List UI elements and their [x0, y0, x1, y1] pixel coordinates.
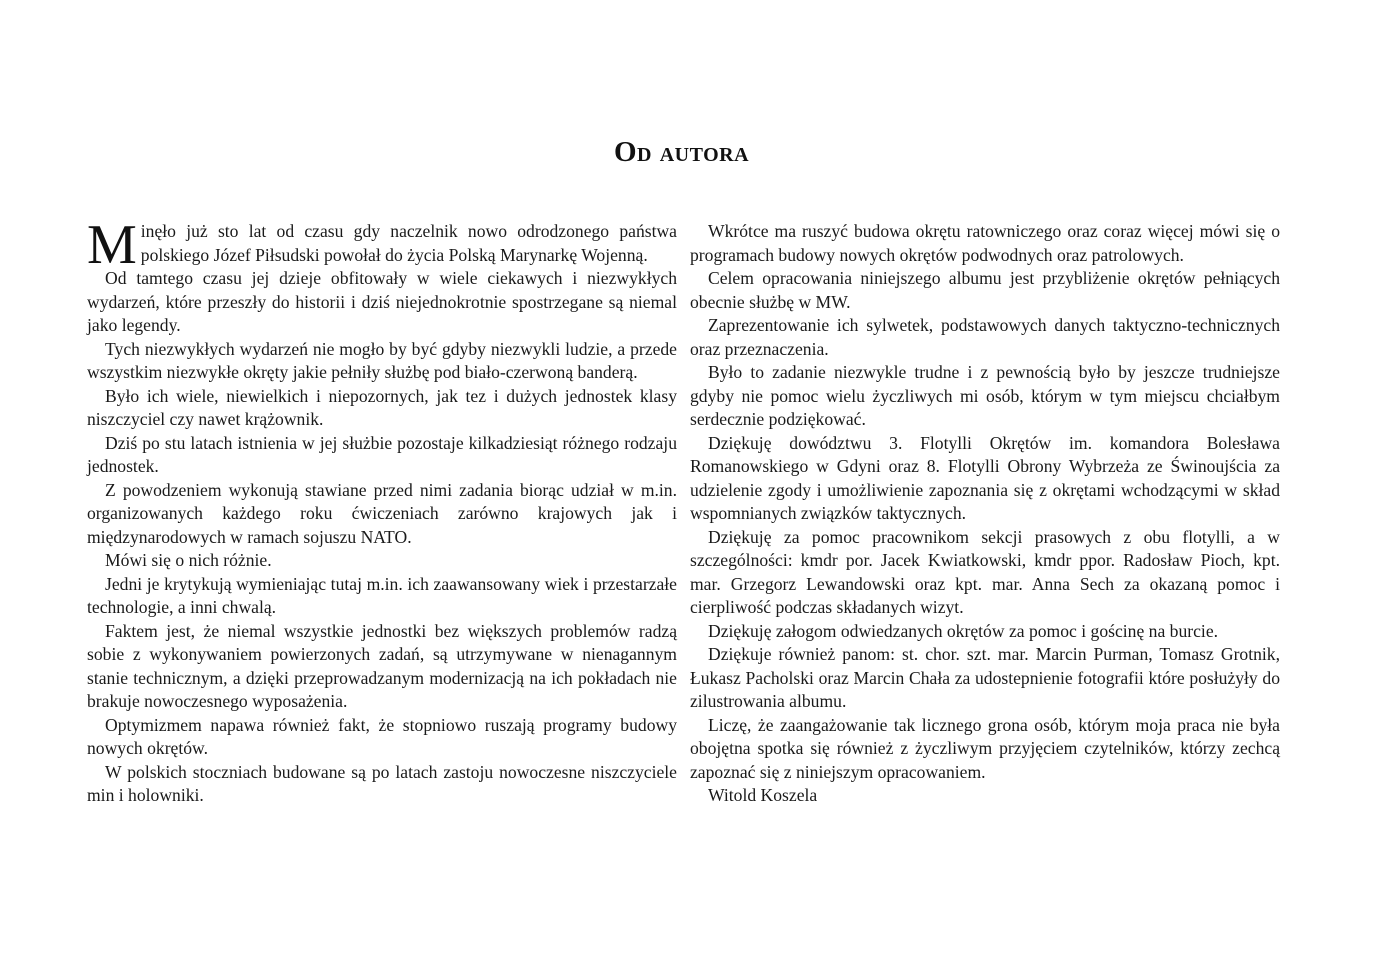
paragraph: Tych niezwykłych wydarzeń nie mogło by być gdyby niezwykli ludzie, a przede wszystkim niezwykłe okręty jakie pełniły służbę pod biało-czerwoną banderą.: [87, 338, 677, 382]
paragraph: Od tamtego czasu jej dzieje obfitowały w wiele ciekawych i niezwykłych wydarzeń, które przeszły do historii i dziś niejednokrotnie spostrzegane są niemal jako legendy.: [87, 268, 677, 335]
paragraph: Dziękuje również panom: st. chor. szt. mar. Marcin Purman, Tomasz Grotnik, Łukasz Pacholski oraz Marcin Chała za udostepnienie fotografii które posłużyły do zilustrowania albumu.: [690, 644, 1280, 711]
paragraph: Mówi się o nich różnie.: [105, 550, 272, 570]
paragraph: W polskich stoczniach budowane są po latach zastoju nowoczesne niszczyciele min i holowniki.: [87, 761, 677, 805]
paragraph: Było to zadanie niezwykle trudne i z pewnością było by jeszcze trudniejsze gdyby nie pomoc wielu życzliwych mi osób, którym w tym miejscu chciałbym serdecznie podziękować.: [690, 362, 1280, 429]
paragraph: Optymizmem napawa również fakt, że stopniowo ruszają programy budowy nowych okrętów.: [87, 714, 677, 758]
paragraph: Jedni je krytykują wymieniając tutaj m.in. ich zaawansowany wiek i przestarzałe technologie, a inni chwalą.: [87, 573, 677, 617]
left-column: [87, 214, 677, 808]
paragraph: Z powodzeniem wykonują stawiane przed nimi zadania biorąc udział w m.in. organizowanych każdego roku ćwiczeniach zarówno krajowych jak i międzynarodowych w ramach sojuszu NATO.: [87, 479, 677, 547]
drop-cap: M: [87, 214, 137, 276]
paragraph: Faktem jest, że niemal wszystkie jednostki bez większych problemów radzą sobie z wykonywaniem powierzonych zadań, są utrzymywane w nienagannym stanie technicznym, a dzięki przeprowadzanym modernizacją na ich pokładach nie brakuje nowoczesnego wyposażenia.: [87, 620, 677, 711]
paragraph: Zaprezentowanie ich sylwetek, podstawowych danych taktyczno-technicznych oraz przeznaczenia.: [690, 315, 1280, 359]
opening-paragraph-text: inęło już sto lat od czasu gdy naczelnik nowo odrodzonego państwa polskiego Józef Piłsudski powołał do życia Polską Marynarkę Wojenną.: [140, 221, 677, 265]
paragraph: Dziękuję załogom odwiedzanych okrętów za pomoc i gościnę na burcie.: [708, 620, 1219, 641]
paragraph: Wkrótce ma ruszyć budowa okrętu ratowniczego oraz coraz więcej mówi się o programach budowy nowych okrętów podwodnych oraz patrolowych.: [690, 221, 1280, 265]
paragraph: Celem opracowania niniejszego albumu jest przybliżenie okrętów pełniących obecnie służbę w MW.: [690, 268, 1280, 312]
paragraph: Liczę, że zaangażowanie tak licznego grona osób, którym moja praca nie była obojętna spotka się również z życzliwym przyjęciem czytelników, którzy zechcą zapoznać się z niniejszym opracowaniem.: [690, 714, 1280, 782]
page-title: Od autora: [613, 136, 750, 168]
opening-paragraph: [87, 214, 677, 276]
paragraph: Dziękuję za pomoc pracownikom sekcji prasowych z obu flotylli, a w szczególności: kmdr por. Jacek Kwiatkowski, kmdr ppor. Radosław Pioch, kpt. mar. Grzegorz Lewandowski oraz kpt. mar. Anna Sech za okazaną pomoc i cierpliwość podczas składanych wizyt.: [690, 526, 1280, 617]
paragraph: Było ich wiele, niewielkich i niepozornych, jak tez i dużych jednostek klasy niszczyciel czy nawet krążownik.: [87, 385, 677, 429]
author-signature: Witold Koszela: [708, 785, 818, 805]
paragraph: Dziś po stu latach istnienia w jej służbie pozostaje kilkadziesiąt różnego rodzaju jednostek.: [87, 432, 677, 476]
right-column: [690, 220, 1280, 808]
paragraph: Dziękuję dowództwu 3. Flotylli Okrętów im. komandora Bolesława Romanowskiego w Gdyni oraz 8. Flotylli Obrony Wybrzeża ze Świnoujścia za udzielenie zgody i umożliwienie zapoznania się z okrętami wchodzącymi w skład wspomnianych związków taktycznych.: [690, 432, 1280, 523]
